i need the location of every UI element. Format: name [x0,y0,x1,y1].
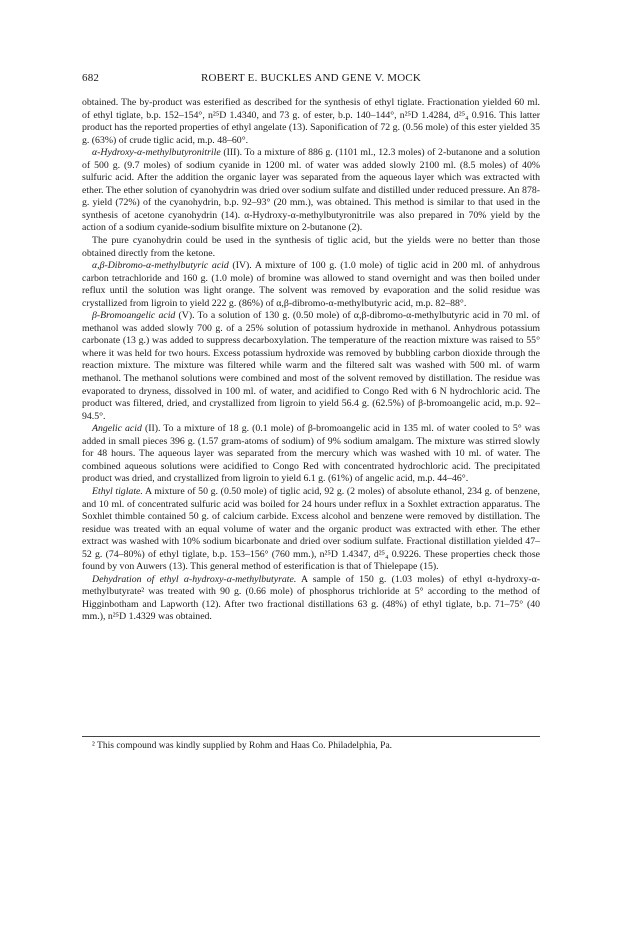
paragraph-text: A mixture of 50 g. (0.50 mole) of tiglic acid, 92 g. (2 moles) of absolute ethanol, 234 g. of benzene, and 10 ml. of concentrated sulfuric acid was boiled for 24 hours under reflux in a Soxhlet extraction apparatus. The Soxhlet thimble contained 50 g. of calcium carbide. Excess alcohol and benzene were removed by distillation. The residue was treated with an equal volume of water and the organic product was extracted with ether. The ether extract was washed with 10% sodium bicarbonate and dried over sodium sulfate. Fractional distillation yielded 47–52 g. (74–80%) of ethyl tiglate, b.p. 153–156° (760 mm.), n²⁵D 1.4347, d²⁵₄ 0.9226. These properties check those found by von Auwers (13). This general method of esterification is that of Thielepape (15). [82,485,540,573]
article-body [82,97,540,624]
paragraph-8 [82,574,540,624]
section-heading: Dehydration of ethyl α-hydroxy-α-methylbutyrate. [92,573,297,585]
paragraph-4 [82,260,540,310]
paragraph-text: The pure cyanohydrin could be used in the synthesis of tiglic acid, but the yields were no better than those obtained directly from the ketone. [82,235,540,259]
section-heading: Ethyl tiglate. [92,485,143,497]
section-heading: α,β-Dibromo-α-methylbutyric acid [92,260,229,272]
paragraph-text: (IV). A mixture of 100 g. (1.0 mole) of tiglic acid in 200 ml. of anhydrous carbon tetrachloride and 160 g. (1.0 mole) of bromine was allowed to stand overnight and was then boiled under reflux until the solution was light orange. The solvent was removed by evaporation and the solid residue was crystallized from ligroin to yield 222 g. (86%) of α,β-dibromo-α-methylbutyric acid, m.p. 82–88°. [82,260,540,309]
paragraph-6 [82,423,540,486]
paragraph-text: A sample of 150 g. (1.03 moles) of ethyl α-hydroxy-α-methylbutyrate² was treated with 90 g. (0.66 mole) of phosphorus trichloride at 5° according to the method of Higginbotham and Lapworth (12). After two fractional distillations 63 g. (48%) of ethyl tiglate, b.p. 71–75° (40 mm.), n²⁵D 1.4329 was obtained. [82,573,541,623]
running-head: ROBERT E. BUCKLES AND GENE V. MOCK [200,72,422,84]
section-heading: β-Bromoangelic acid [92,310,176,322]
paragraph-7 [82,486,540,574]
paragraph-text: (V). To a solution of 130 g. (0.50 mole) of α,β-dibromo-α-methylbutyric acid in 70 ml. of methanol was added slowly 700 g. of a 25% solution of potassium hydroxide in methanol. Anhydrous potassium carbonate (13 g.) was added to suppress decarboxylation. The temperature of the reaction mixture was raised to 55° where it was held for two hours. Excess potassium hydroxide was removed by bubbling carbon dioxide through the reaction mixture. The mixture was filtered while warm and the filtered salt was washed with 500 ml. of warm methanol. The methanol solutions were combined and most of the solvent removed by distillation. The residue was evaporated to dryness, dissolved in 100 ml. of water, and acidified to Congo Red with 6 N hydrochloric acid. The product was filtered, dried, and crystallized from ligroin to yield 56.4 g. (62.5%) of β-bromoangelic acid, m.p. 92–94.5°. [82,310,540,422]
section-heading: α-Hydroxy-α-methylbutyronitrile [92,147,221,159]
paragraph-3 [82,235,540,260]
paragraph-2 [82,147,540,235]
paragraph-1 [82,97,540,147]
paragraph-5 [82,310,540,423]
footnote: ² This compound was kindly supplied by Rohm and Haas Co. Philadelphia, Pa. [92,741,393,751]
footnote-divider [82,736,540,737]
section-heading: Angelic acid [92,423,142,435]
page-header [82,72,540,90]
paragraph-text: obtained. The by-product was esterified as described for the synthesis of ethyl tiglate. Fractionation yielded 60 ml. of ethyl tiglate, b.p. 152–154°, n²⁵D 1.4340, and 73 g. of ester, b.p. 140–144°, n²⁵D 1.4284, d²⁵₄ 0.916. This latter product has the reported properties of ethyl angelate (13). Saponification of 72 g. (0.56 mole) of this ester yielded 35 g. (63%) of crude tiglic acid, m.p. 48–60°. [82,97,540,146]
paragraph-text: (II). To a mixture of 18 g. (0.1 mole) of β-bromoangelic acid in 135 ml. of water cooled to 5° was added in small pieces 396 g. (1.57 gram-atoms of sodium) of 9% sodium amalgam. The mixture was stirred slowly for 48 hours. The aqueous layer was separated from the mercury which was washed with 10 ml. of water. The combined aqueous solutions were acidified to Congo Red with concentrated hydrochloric acid. The precipitated product was dried, and crystallized from ligroin to yield 6.1 g. (61%) of angelic acid, m.p. 44–46°. [82,423,540,485]
page-number: 682 [82,72,100,84]
paragraph-text: (III). To a mixture of 886 g. (1101 ml., 12.3 moles) of 2-butanone and a solution of 500 g. (9.7 moles) of sodium cyanide in 1200 ml. of water was added slowly 2100 ml. (8.5 moles) of 40% sulfuric acid. After the addition the organic layer was separated from the aqueous layer which was extracted with ether. The ether solution of cyanohydrin was dried over sodium sulfate and distilled under reduced pressure. An 878-g. yield (72%) of the cyanohydrin, b.p. 92–93° (20 mm.), was obtained. This method is similar to that used in the synthesis of acetone cyanohydrin (14). α-Hydroxy-α-methylbutyronitrile was also prepared in 70% yield by the action of a sodium cyanide-sodium bisulfite mixture on 2-butanone (2). [82,147,540,234]
